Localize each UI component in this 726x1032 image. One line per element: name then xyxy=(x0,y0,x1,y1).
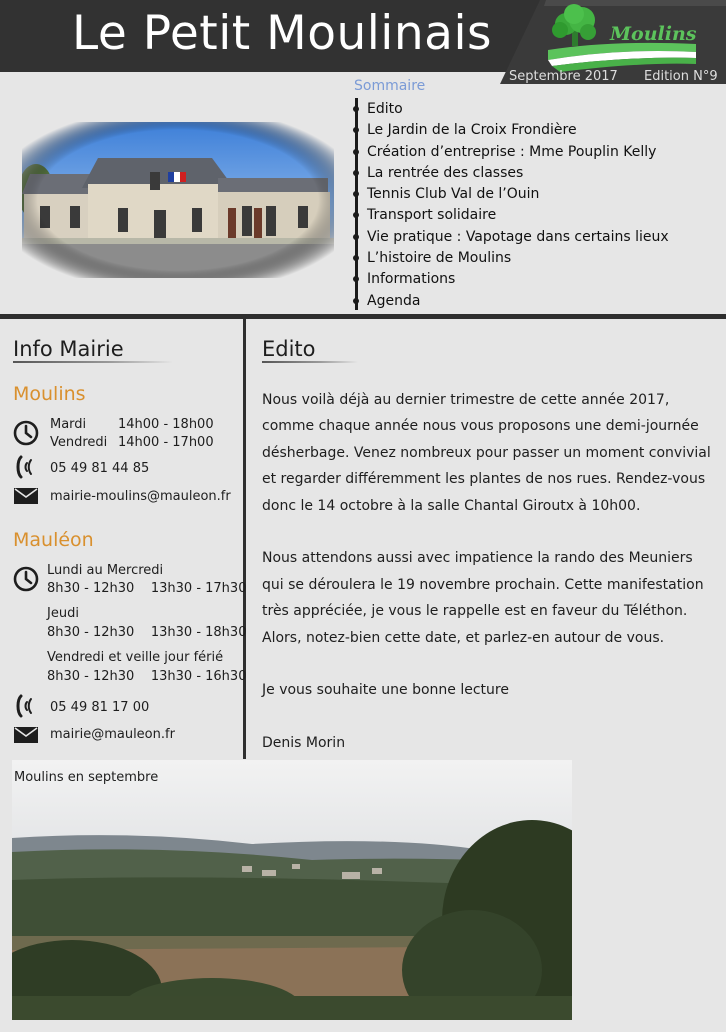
moulins-email[interactable]: mairie-moulins@mauleon.fr xyxy=(50,489,231,504)
issue-number: Edition N°9 xyxy=(644,69,718,84)
sommaire-item[interactable]: Agenda xyxy=(358,291,669,312)
mauleon-time: 8h30 - 12h30 13h30 - 17h30 xyxy=(47,581,247,596)
mauleon-email[interactable]: mairie@mauleon.fr xyxy=(50,727,175,742)
column-divider xyxy=(243,319,246,759)
town-hall-photo xyxy=(22,122,334,278)
title-underline xyxy=(13,361,173,363)
sommaire-item[interactable]: Le Jardin de la Croix Frondière xyxy=(358,120,669,141)
mauleon-phone[interactable]: 05 49 81 17 00 xyxy=(50,700,150,715)
envelope-icon xyxy=(13,486,39,506)
sommaire-list xyxy=(358,99,669,312)
edito-title: Edito xyxy=(262,337,316,361)
sommaire-item[interactable]: La rentrée des classes xyxy=(358,163,669,184)
sommaire-item[interactable]: Création d’entreprise : Mme Pouplin Kelly xyxy=(358,142,669,163)
mauleon-day: Lundi au Mercredi xyxy=(47,563,164,578)
mauleon-day: Vendredi et veille jour férié xyxy=(47,650,224,665)
sommaire-item[interactable]: Vie pratique : Vapotage dans certains lieux xyxy=(358,227,669,248)
edition-banner xyxy=(504,67,726,87)
clock-icon xyxy=(13,566,39,592)
moulins-time: 14h00 - 18h00 xyxy=(118,417,214,432)
edito-paragraph: Je vous souhaite une bonne lecture xyxy=(262,682,509,699)
issue-date: Septembre 2017 xyxy=(509,69,618,84)
mauleon-time: 8h30 - 12h30 13h30 - 18h30 xyxy=(47,625,247,640)
mauleon-heading: Mauléon xyxy=(13,529,94,551)
section-divider xyxy=(0,314,726,319)
sommaire-heading: Sommaire xyxy=(354,78,426,94)
moulins-time: 14h00 - 17h00 xyxy=(118,435,214,450)
clock-icon xyxy=(13,420,39,446)
mauleon-day: Jeudi xyxy=(47,606,79,621)
phone-icon xyxy=(13,693,39,719)
sommaire-item[interactable]: Transport solidaire xyxy=(358,205,669,226)
edito-paragraph: Nous attendons aussi avec impatience la rando des Meuniers qui se déroulera le 19 novembre prochain. Cette manifestation très appréciée, je vous le rappelle est en faveur du Téléthon. Alors, notez-bien cette date, et parlez-en autour de vous. xyxy=(262,550,704,646)
sommaire-item[interactable]: Informations xyxy=(358,269,669,290)
logo-text: Moulins xyxy=(610,23,697,45)
phone-icon xyxy=(13,454,39,480)
sommaire-item[interactable]: Tennis Club Val de l’Ouin xyxy=(358,184,669,205)
photo-caption: Moulins en septembre xyxy=(14,770,159,785)
sommaire-item[interactable]: L’histoire de Moulins xyxy=(358,248,669,269)
envelope-icon xyxy=(13,725,39,745)
newsletter-title: Le Petit Moulinais xyxy=(72,6,492,61)
landscape-photo xyxy=(12,760,572,1020)
edito-signature: Denis Morin xyxy=(262,735,346,752)
moulins-heading: Moulins xyxy=(13,383,86,405)
title-underline xyxy=(262,361,358,363)
info-mairie-title: Info Mairie xyxy=(13,337,124,361)
edito-paragraph: Nous voilà déjà au dernier trimestre de cette année 2017, comme chaque année nous vous proposons une demi-journée désherbage. Venez nombreux pour passer un moment convivial et regarder différemment les plantes de nos rues. Rendez-vous donc le 14 octobre à la salle Chantal Giroutx à 10h00. xyxy=(262,392,711,514)
sommaire-item[interactable]: Edito xyxy=(358,99,669,120)
moulins-day: Mardi xyxy=(50,417,87,432)
moulins-phone[interactable]: 05 49 81 44 85 xyxy=(50,461,150,476)
moulins-day: Vendredi xyxy=(50,435,108,450)
edito-body xyxy=(262,387,717,783)
mauleon-time: 8h30 - 12h30 13h30 - 16h30 xyxy=(47,669,247,684)
